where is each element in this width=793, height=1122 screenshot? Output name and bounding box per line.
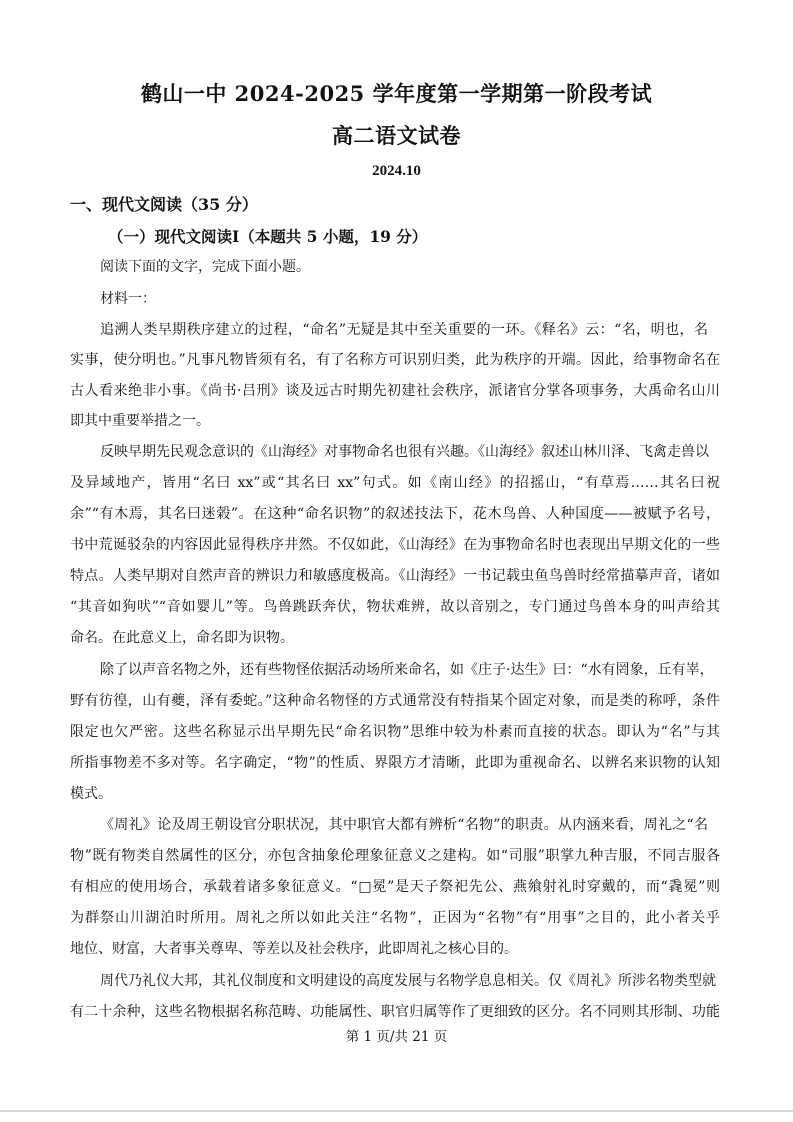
text-line: 模式。 — [70, 786, 112, 802]
text-line: 书中荒诞驳杂的内容因此显得秩序井然。不仅如此，《山海经》在为事物命名时也表现出早期文化的一些 — [70, 537, 720, 553]
text-line: 古人看来绝非小事。《尚书·吕刑》谈及远古时期先初建社会秩序，派诸官分掌各项事务，大禹命名山川 — [70, 383, 720, 399]
text-line: 物”既有物类自然属性的区分，亦包含抽象伦理象征意义之建构。如“司服”职掌九种吉服，不同吉服各 — [70, 848, 720, 864]
section-heading: 一、现代文阅读（35 分） — [70, 195, 258, 214]
text-line: 有相应的使用场合，承载着诸多象征意义。“□冕”是天子祭祀先公、燕飨射礼时穿戴的，而“毳冕”则 — [70, 879, 720, 895]
exam-subtitle: 高二语文试卷 — [332, 123, 461, 148]
text-line: 余”“有木焉，其名曰迷榖”。在这种“命名识物”的叙述技法下，花木鸟兽、人种国度——被赋予名号， — [70, 506, 720, 522]
text-line: 即其中重要举措之一。 — [70, 413, 210, 429]
exam-date: 2024.10 — [372, 163, 421, 179]
text-line: 《周礼》论及周王朝设官分职状况，其中职官大都有辨析“名物”的职责。从内涵来看，周礼之“名 — [100, 817, 708, 833]
text-line: 为群祭山川湖泊时所用。周礼之所以如此关注“名物”，正因为“名物”有“用事”之目的，此小者关乎 — [70, 910, 720, 926]
material-label: 材料一： — [100, 291, 156, 307]
text-line: 除了以声音名物之外，还有些物怪依据活动场所来命名，如《庄子·达生》曰：“水有罔象，丘有峷， — [100, 662, 714, 678]
text-line: “其音如狗吠”“音如婴儿”等。鸟兽跳跃奔伏，物状难辨，故以音别之，专门通过鸟兽本身的叫声给其 — [70, 599, 720, 615]
text-line: 有二十余种，这些名物根据名称范畴、功能属性、职官归属等作了更细致的区分。名不同则其形制、功能 — [70, 1004, 720, 1020]
text-line: 限定也欠严密。这些名称显示出早期先民“命名识物”思维中较为朴素而直接的状态。即认为“名”与其 — [70, 724, 720, 740]
text-line: 及异域地产，皆用“名曰 xx”或“其名曰 xx”句式。如《南山经》的招摇山，“有草焉……其名曰祝 — [70, 475, 720, 491]
text-line: 野有彷徨，山有夔，泽有委蛇。”这种命名物怪的方式通常没有特指某个固定对象，而是类的称呼，条件 — [70, 693, 720, 709]
text-line: 周代乃礼仪大邦，其礼仪制度和文明建设的高度发展与名物学息息相关。仅《周礼》所涉名物类型就 — [100, 973, 716, 989]
text-line: 地位、财富，大者事关尊卑、等差以及社会秩序，此即周礼之核心目的。 — [70, 941, 518, 957]
text-line: 所指事物差不多对等。名字确定，“物”的性质、界限方才清晰，此即为重视命名、以辨名来识物的认知 — [70, 755, 720, 771]
text-line: 追溯人类早期秩序建立的过程，“命名”无疑是其中至关重要的一环。《释名》云：“名，明也，名 — [100, 322, 708, 338]
page-number: 第 1 页/共 21 页 — [345, 1029, 448, 1045]
subsection-heading: （一）现代文阅读Ⅰ（本题共 5 小题，19 分） — [108, 227, 428, 246]
page-divider — [0, 1110, 793, 1112]
text-line: 实事，使分明也。”凡事凡物皆须有名，有了名称方可识别归类，此为秩序的开端。因此，给事物命名在 — [70, 352, 720, 368]
text-line: 命名。在此意义上，命名即为识物。 — [70, 630, 294, 646]
instruction-line: 阅读下面的文字，完成下面小题。 — [100, 259, 310, 275]
text-line: 反映早期先民观念意识的《山海经》对事物命名也很有兴趣。《山海经》叙述山林川泽、飞禽走兽以 — [100, 444, 709, 460]
exam-title: 鹤山一中 2024-2025 学年度第一学期第一阶段考试 — [140, 81, 653, 106]
text-line: 特点。人类早期对自然声音的辨识力和敏感度极高。《山海经》一书记载虫鱼鸟兽时经常描摹声音，诸如 — [70, 568, 720, 584]
